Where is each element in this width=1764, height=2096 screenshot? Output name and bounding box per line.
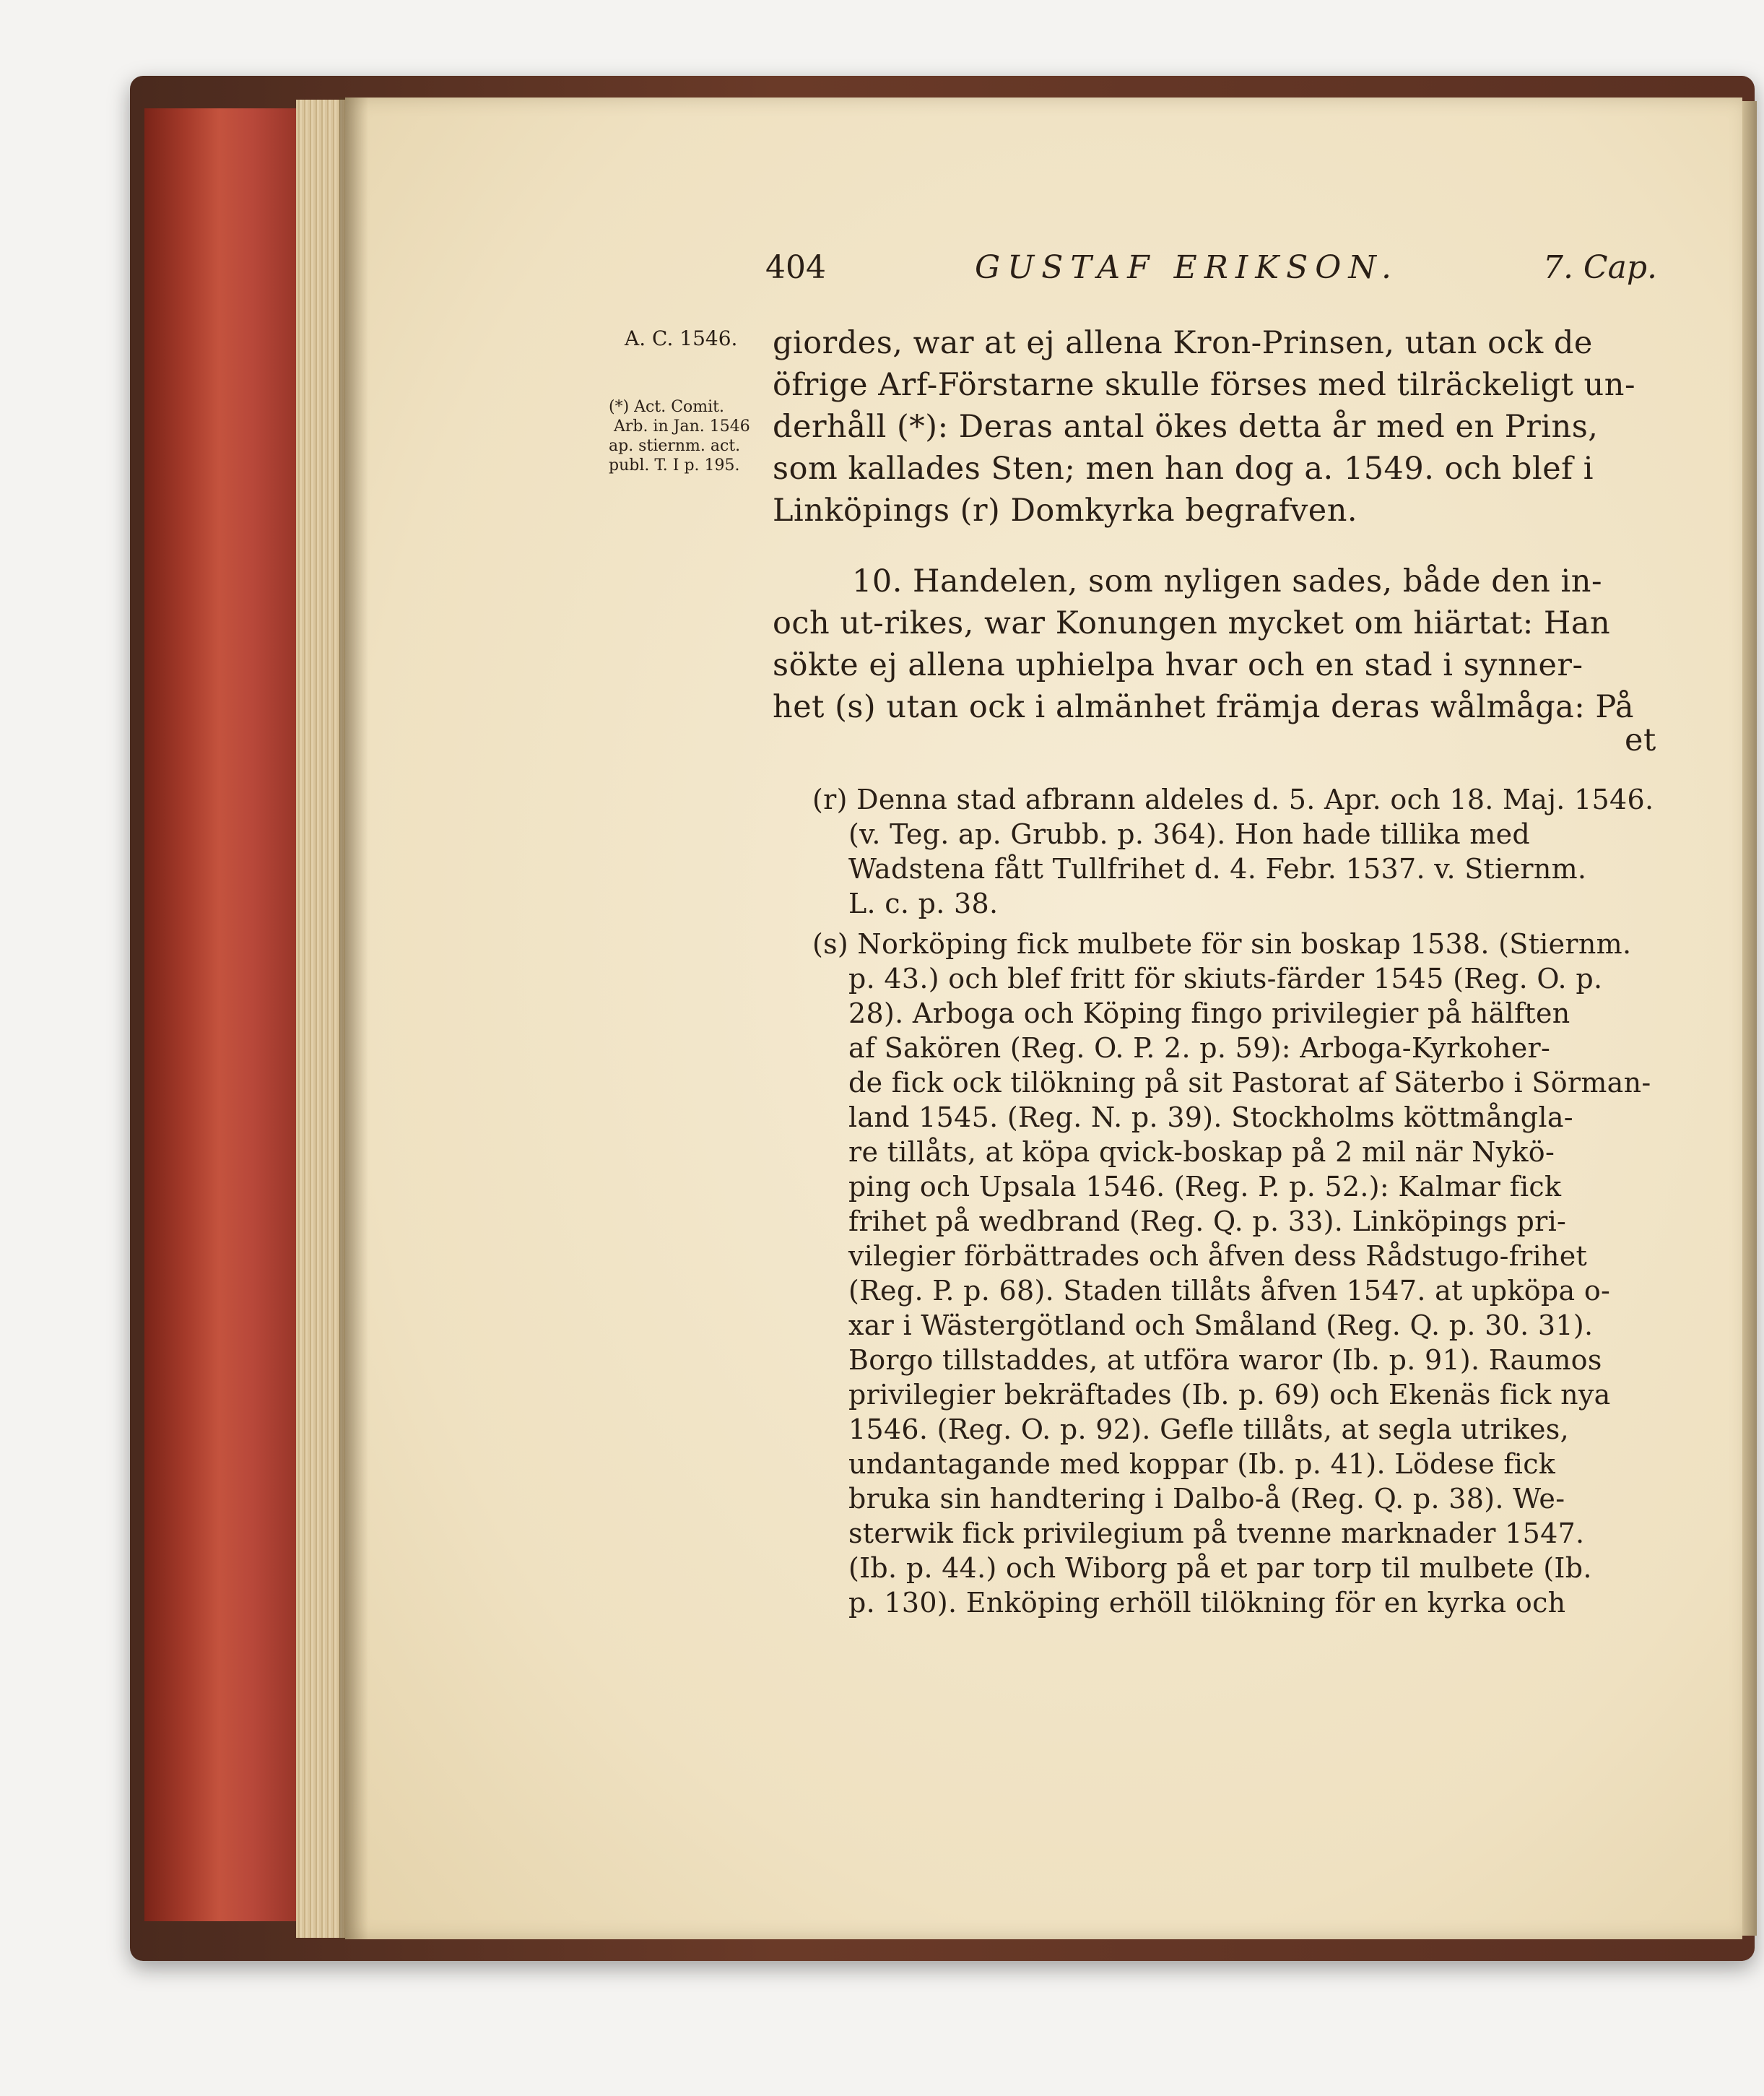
footnote-line: af Sakören (Reg. O. P. 2. p. 59): Arboga-Kyrkoher-: [848, 1032, 1551, 1064]
footnote-line: xar i Wästergötland och Småland (Reg. Q. p. 30. 31).: [848, 1309, 1594, 1341]
footnote-line: ping och Upsala 1546. (Reg. P. p. 52.): Kalmar fick: [848, 1171, 1562, 1203]
margin-note: (*) Act. Comit. Arb. in Jan. 1546 ap. stiernm. act. publ. T. I p. 195.: [609, 398, 750, 475]
footnote-line: (r) Denna stad afbrann aldeles d. 5. Apr. och 18. Maj. 1546.: [812, 784, 1654, 815]
footnote-line: Wadstena fått Tullfrihet d. 4. Febr. 1537. v. Stiernm.: [848, 853, 1587, 885]
running-header: [765, 249, 1657, 300]
margin-year: A. C. 1546.: [625, 326, 738, 350]
running-title: GUSTAF ERIKSON.: [975, 249, 1399, 286]
footnote-line: Borgo tillstaddes, at utföra waror (Ib. p. 91). Raumos: [848, 1344, 1602, 1376]
body-line: derhåll (*): Deras antal ökes detta år med en Prins,: [773, 409, 1599, 445]
body-line: 10. Handelen, som nyligen sades, både den in-: [852, 563, 1603, 599]
footnote-line: sterwik fick privilegium på tvenne marknader 1547.: [848, 1517, 1585, 1549]
footnote-line: privilegier bekräftades (Ib. p. 69) och Ekenäs fick nya: [848, 1379, 1611, 1411]
page-right-edge: [1742, 101, 1757, 1936]
footnote-line: re tillåts, at köpa qvick-boskap på 2 mil när Nykö-: [848, 1136, 1555, 1168]
page-block-red-edge: [144, 108, 310, 1921]
body-line: giordes, war at ej allena Kron-Prinsen, utan ock de: [773, 325, 1593, 361]
gutter-shadow: [339, 98, 368, 1939]
footnote-line: (v. Teg. ap. Grubb. p. 364). Hon hade tillika med: [848, 818, 1531, 850]
footnote-line: 28). Arboga och Köping fingo privilegier på hälften: [848, 997, 1570, 1029]
footnote-line: undantagande med koppar (Ib. p. 41). Lödese fick: [848, 1448, 1556, 1480]
footnote-line: (s) Norköping fick mulbete för sin boskap 1538. (Stiernm.: [812, 928, 1632, 960]
footnote-line: frihet på wedbrand (Reg. Q. p. 33). Linköpings pri-: [848, 1205, 1567, 1237]
footnote-line: p. 130). Enköping erhöll tilökning för en kyrka och: [848, 1587, 1566, 1619]
footnote-line: (Ib. p. 44.) och Wiborg på et par torp til mulbete (Ib.: [848, 1552, 1592, 1584]
footnote-line: bruka sin handtering i Dalbo-å (Reg. Q. p. 38). We-: [848, 1483, 1565, 1515]
page-number: 404: [765, 249, 826, 286]
footnote-line: 1546. (Reg. O. p. 92). Gefle tillåts, at segla utrikes,: [848, 1413, 1569, 1445]
footnote-line: (Reg. P. p. 68). Staden tillåts åfven 1547. at upköpa o-: [848, 1275, 1611, 1307]
body-line: som kallades Sten; men han dog a. 1549. och blef i: [773, 451, 1594, 487]
footnote-line: land 1545. (Reg. N. p. 39). Stockholms köttmångla-: [848, 1101, 1573, 1133]
footnote-line: p. 43.) och blef fritt för skiuts-färder 1545 (Reg. O. p.: [848, 963, 1603, 995]
footnote-line: de fick ock tilökning på sit Pastorat af Säterbo i Sörman-: [848, 1067, 1651, 1099]
body-line: het (s) utan ock i almänhet främja deras wålmåga: På: [773, 689, 1635, 725]
footnote-line: vilegier förbättrades och åfven dess Rådstugo-frihet: [848, 1240, 1588, 1272]
body-line: Linköpings (r) Domkyrka begrafven.: [773, 493, 1358, 529]
body-line: sökte ej allena uphielpa hvar och en stad i synner-: [773, 647, 1583, 683]
chapter-label: 7. Cap.: [1542, 249, 1657, 286]
body-line: och ut-rikes, war Konungen mycket om hiärtat: Han: [773, 605, 1611, 641]
body-catchword: et: [1625, 722, 1656, 758]
body-line: öfrige Arf-Förstarne skulle förses med tilräckeligt un-: [773, 367, 1635, 403]
footnote-line: L. c. p. 38.: [848, 888, 999, 919]
